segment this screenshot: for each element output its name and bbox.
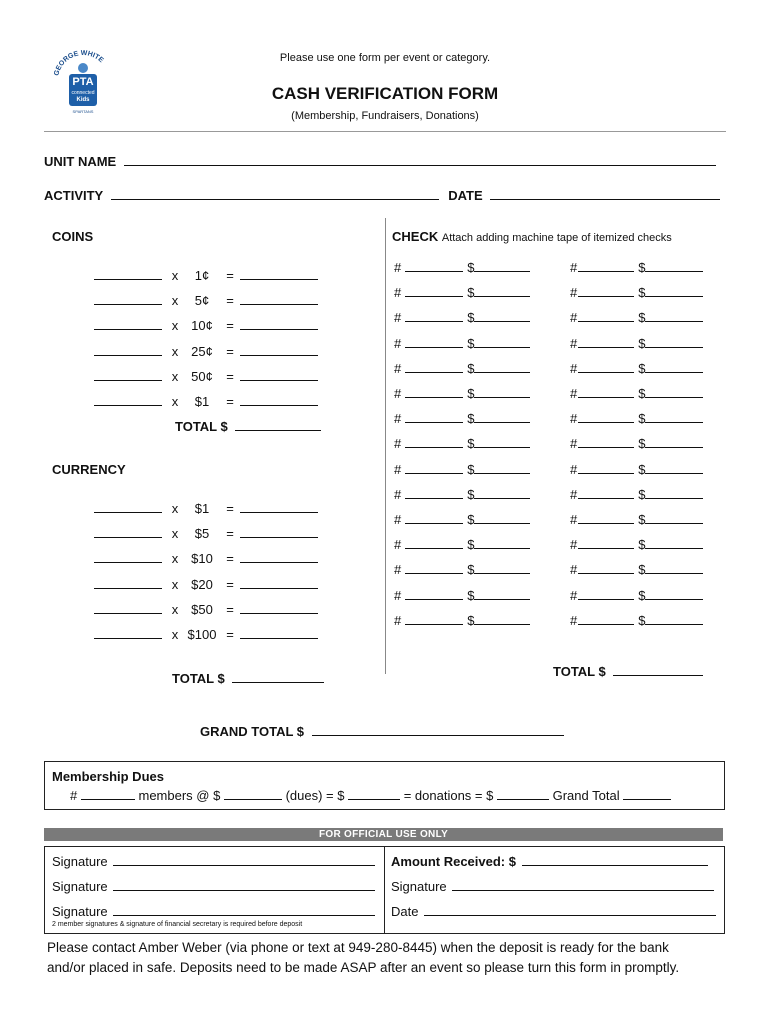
- grand-total-field[interactable]: [312, 723, 564, 736]
- check-amount-field[interactable]: [474, 461, 530, 474]
- check-entry-row: [394, 561, 530, 577]
- svg-text:Kids: Kids: [76, 97, 90, 103]
- check-entry-row: [570, 461, 703, 477]
- equals-sign: =: [226, 526, 234, 542]
- check-amount-field[interactable]: [474, 511, 530, 524]
- check-number-field[interactable]: [405, 511, 463, 524]
- check-hash: #: [394, 310, 402, 326]
- currency-row: [94, 500, 318, 516]
- dues-total-field[interactable]: [348, 787, 400, 800]
- check-dollar: $: [638, 436, 646, 452]
- check-dollar: $: [638, 386, 646, 401]
- denomination: $5: [194, 526, 210, 542]
- denomination: $1: [194, 501, 210, 516]
- check-entry-row: [570, 561, 703, 577]
- denomination: $10: [191, 551, 213, 567]
- coins-row: [94, 267, 318, 283]
- check-amount-field[interactable]: [645, 360, 703, 373]
- equals-sign: =: [226, 501, 234, 516]
- check-number-field[interactable]: [578, 486, 634, 499]
- signature-field-1[interactable]: [113, 853, 375, 866]
- unit-name-row: [44, 153, 716, 169]
- check-entry-row: [570, 435, 703, 451]
- check-dollar: $: [638, 360, 646, 376]
- check-amount-field[interactable]: [645, 385, 703, 398]
- form-subtitle: (Membership, Fundraisers, Donations): [291, 110, 479, 122]
- coins-amount-field[interactable]: [240, 292, 318, 305]
- check-amount-field[interactable]: [645, 284, 703, 297]
- times-sign: x: [171, 293, 179, 309]
- coins-count-field[interactable]: [94, 393, 162, 406]
- check-hash: #: [570, 285, 578, 301]
- check-number-field[interactable]: [578, 536, 634, 549]
- check-number-field[interactable]: [578, 561, 634, 574]
- coins-row: [94, 393, 318, 409]
- check-amount-field[interactable]: [645, 309, 703, 322]
- currency-amount-field[interactable]: [240, 550, 318, 563]
- donations-label: = donations = $: [403, 788, 494, 803]
- official-signature-field[interactable]: [452, 878, 714, 891]
- check-entry-row: [394, 360, 530, 376]
- check-dollar: $: [467, 310, 475, 326]
- check-entry-row: [570, 259, 703, 275]
- check-entry-row: [570, 536, 703, 552]
- check-total-label: TOTAL $: [553, 664, 606, 679]
- check-number-field[interactable]: [578, 511, 634, 524]
- coins-row: [94, 368, 318, 384]
- svg-text:GEORGE WHITE: GEORGE WHITE: [53, 50, 105, 77]
- check-dollar: $: [467, 386, 475, 401]
- check-hash: #: [394, 260, 402, 275]
- official-date-field[interactable]: [424, 903, 716, 916]
- official-use-bar: FOR OFFICIAL USE ONLY: [44, 828, 723, 841]
- footer-line-1: Please contact Amber Weber (via phone or text at 949-280-8445) when the deposit is ready for the bank: [47, 940, 669, 955]
- check-entry-row: [570, 587, 703, 603]
- footer-line-2: and/or placed in safe. Deposits need to be made ASAP after an event so please turn this form in promptly.: [47, 960, 680, 975]
- check-dollar: $: [638, 486, 646, 502]
- check-dollar: $: [467, 360, 475, 376]
- check-hash: #: [394, 537, 402, 553]
- signature-requirement-note: 2 member signatures & signature of financial secretary is required before deposit: [52, 921, 303, 928]
- check-entry-row: [394, 536, 530, 552]
- check-amount-field[interactable]: [645, 410, 703, 423]
- check-amount-field[interactable]: [645, 511, 703, 524]
- check-entry-row: [394, 410, 530, 426]
- currency-amount-field[interactable]: [240, 576, 318, 589]
- footer-note: [47, 938, 727, 978]
- coins-total-label: TOTAL $: [175, 419, 228, 434]
- check-amount-field[interactable]: [645, 259, 703, 272]
- check-hash: #: [570, 436, 578, 452]
- currency-amount-field[interactable]: [240, 626, 318, 639]
- check-amount-field[interactable]: [474, 435, 530, 448]
- equals-sign: =: [226, 368, 234, 384]
- check-amount-field[interactable]: [645, 536, 703, 549]
- check-hash: #: [570, 512, 578, 527]
- check-dollar: $: [638, 562, 646, 578]
- svg-text:connected: connected: [71, 90, 95, 96]
- check-hash: #: [570, 360, 578, 376]
- unit-name-label: UNIT NAME: [44, 154, 117, 169]
- check-hash: #: [394, 285, 402, 301]
- denomination: 5¢: [194, 293, 210, 309]
- check-number-field[interactable]: [578, 587, 634, 600]
- denomination: $20: [191, 576, 213, 592]
- coins-count-field[interactable]: [94, 343, 162, 356]
- date-label: Date: [391, 904, 419, 919]
- membership-hash: #: [70, 788, 78, 803]
- check-dollar: $: [467, 612, 475, 628]
- check-dollar: $: [467, 461, 475, 477]
- members-label: members @ $: [138, 788, 221, 803]
- check-entry-row: [394, 284, 530, 300]
- currency-count-field[interactable]: [94, 550, 162, 563]
- check-entry-row: [394, 309, 530, 325]
- currency-count-field[interactable]: [94, 576, 162, 589]
- check-dollar: $: [467, 587, 475, 603]
- check-amount-field[interactable]: [474, 587, 530, 600]
- check-number-field[interactable]: [578, 360, 634, 373]
- check-dollar: $: [467, 562, 475, 578]
- check-number-field[interactable]: [405, 385, 463, 398]
- currency-row: [94, 550, 318, 566]
- check-dollar: $: [638, 512, 646, 527]
- currency-amount-field[interactable]: [240, 601, 318, 614]
- signature-divider: [384, 846, 385, 934]
- check-amount-field[interactable]: [645, 461, 703, 474]
- check-amount-field[interactable]: [474, 360, 530, 373]
- check-amount-field[interactable]: [474, 284, 530, 297]
- form-title: CASH VERIFICATION FORM: [271, 84, 499, 103]
- currency-count-field[interactable]: [94, 626, 162, 639]
- check-number-field[interactable]: [405, 335, 463, 348]
- check-number-field[interactable]: [405, 284, 463, 297]
- membership-heading: Membership Dues: [52, 769, 164, 784]
- official-signature-row: [391, 878, 714, 894]
- check-hash: #: [570, 260, 578, 275]
- check-amount-field[interactable]: [474, 410, 530, 423]
- denomination: $50: [191, 601, 213, 617]
- currency-amount-field[interactable]: [240, 525, 318, 538]
- denomination: 10¢: [191, 318, 213, 334]
- equals-sign: =: [226, 343, 234, 359]
- check-hash: #: [394, 587, 402, 603]
- currency-row: [94, 601, 318, 617]
- equals-sign: =: [226, 551, 234, 567]
- unit-name-field[interactable]: [124, 153, 716, 166]
- check-amount-field[interactable]: [645, 486, 703, 499]
- times-sign: x: [171, 268, 179, 283]
- equals-sign: =: [226, 318, 234, 334]
- signature-row-2: [52, 878, 375, 894]
- membership-grand-label: Grand Total: [552, 788, 620, 803]
- coins-amount-field[interactable]: [240, 368, 318, 381]
- check-number-field[interactable]: [405, 486, 463, 499]
- check-number-field[interactable]: [578, 461, 634, 474]
- check-entry-row: [570, 612, 703, 628]
- coins-total-row: [175, 418, 321, 434]
- check-hash: #: [394, 562, 402, 578]
- signature-field-3[interactable]: [113, 903, 375, 916]
- signature-row-1: [52, 853, 375, 869]
- denomination: $100: [187, 627, 217, 642]
- currency-row: [94, 626, 318, 642]
- check-dollar: $: [638, 537, 646, 553]
- check-dollar: $: [638, 310, 646, 326]
- check-dollar: $: [467, 436, 475, 452]
- svg-text:PTA: PTA: [72, 76, 94, 88]
- coins-count-field[interactable]: [94, 368, 162, 381]
- equals-sign: =: [226, 394, 234, 409]
- donations-field[interactable]: [497, 787, 549, 800]
- coins-row: [94, 317, 318, 333]
- activity-field[interactable]: [111, 187, 439, 200]
- check-hash: #: [570, 486, 578, 502]
- check-number-field[interactable]: [405, 612, 463, 625]
- check-number-field[interactable]: [578, 335, 634, 348]
- coins-amount-field[interactable]: [240, 343, 318, 356]
- denomination: 50¢: [191, 368, 213, 384]
- amount-received-row: [391, 853, 708, 869]
- coins-amount-field[interactable]: [240, 317, 318, 330]
- membership-grand-field[interactable]: [623, 787, 671, 800]
- check-dollar: $: [638, 612, 646, 628]
- check-entry-row: [394, 486, 530, 502]
- check-hash: #: [394, 486, 402, 502]
- check-entry-row: [570, 410, 703, 426]
- signature-label: Signature: [391, 879, 447, 894]
- check-number-field[interactable]: [405, 435, 463, 448]
- check-total-row: [553, 663, 703, 679]
- check-dollar: $: [467, 512, 475, 527]
- check-number-field[interactable]: [578, 435, 634, 448]
- check-hash: #: [570, 537, 578, 553]
- signature-label: Signature: [52, 854, 108, 869]
- times-sign: x: [171, 318, 179, 334]
- coins-count-field[interactable]: [94, 292, 162, 305]
- grand-total-row: [200, 723, 564, 739]
- check-hash: #: [394, 512, 402, 527]
- check-entry-row: [570, 385, 703, 401]
- membership-dues-row: [70, 787, 671, 803]
- check-hash: #: [570, 335, 578, 351]
- check-dollar: $: [467, 411, 475, 427]
- coins-amount-field[interactable]: [240, 393, 318, 406]
- activity-row: [44, 187, 720, 203]
- official-date-row: [391, 903, 716, 919]
- check-entry-row: [570, 511, 703, 527]
- coins-count-field[interactable]: [94, 317, 162, 330]
- coins-row: [94, 292, 318, 308]
- amount-received-label: Amount Received: $: [391, 854, 516, 869]
- signature-field-2[interactable]: [113, 878, 375, 891]
- check-hash: #: [570, 587, 578, 603]
- coins-amount-field[interactable]: [240, 267, 318, 280]
- check-total-field[interactable]: [613, 663, 703, 676]
- check-dollar: $: [638, 461, 646, 477]
- check-heading: CHECK: [392, 229, 439, 244]
- coins-heading: COINS: [52, 229, 94, 244]
- times-sign: x: [171, 601, 179, 617]
- denomination: 25¢: [191, 343, 213, 359]
- signature-label: Signature: [52, 879, 108, 894]
- currency-amount-field[interactable]: [240, 500, 318, 513]
- check-number-field[interactable]: [405, 360, 463, 373]
- check-entry-row: [394, 511, 530, 527]
- check-amount-field[interactable]: [474, 536, 530, 549]
- check-dollar: $: [638, 285, 646, 301]
- check-entry-row: [394, 587, 530, 603]
- currency-row: [94, 525, 318, 541]
- denomination: 1¢: [194, 268, 210, 283]
- check-dollar: $: [467, 335, 475, 351]
- check-hash: #: [570, 562, 578, 578]
- check-entry-row: [394, 385, 530, 401]
- times-sign: x: [171, 576, 179, 592]
- check-hash: #: [394, 411, 402, 427]
- check-dollar: $: [467, 486, 475, 502]
- check-number-field[interactable]: [405, 259, 463, 272]
- check-amount-field[interactable]: [474, 385, 530, 398]
- check-number-field[interactable]: [405, 461, 463, 474]
- check-hash: #: [570, 310, 578, 326]
- equals-sign: =: [226, 576, 234, 592]
- check-dollar: $: [467, 260, 475, 275]
- date-label: DATE: [448, 188, 483, 203]
- times-sign: x: [171, 501, 179, 516]
- check-entry-row: [570, 335, 703, 351]
- check-hash: #: [394, 461, 402, 477]
- dues-label: (dues) = $: [285, 788, 345, 803]
- coins-count-field[interactable]: [94, 267, 162, 280]
- check-hash: #: [570, 386, 578, 401]
- check-number-field[interactable]: [578, 284, 634, 297]
- date-field[interactable]: [490, 187, 720, 200]
- check-entry-row: [394, 335, 530, 351]
- check-amount-field[interactable]: [645, 435, 703, 448]
- currency-total-label: TOTAL $: [172, 671, 225, 686]
- check-number-field[interactable]: [405, 410, 463, 423]
- signature-row-3: [52, 903, 375, 919]
- check-amount-field[interactable]: [474, 309, 530, 322]
- equals-sign: =: [226, 627, 234, 642]
- check-amount-field[interactable]: [645, 612, 703, 625]
- amount-received-field[interactable]: [522, 853, 708, 866]
- grand-total-label: GRAND TOTAL $: [200, 724, 305, 739]
- currency-total-row: [172, 670, 324, 686]
- check-entry-row: [394, 259, 530, 275]
- svg-text:SPARTANS: SPARTANS: [72, 109, 94, 114]
- check-amount-field[interactable]: [645, 587, 703, 600]
- check-number-field[interactable]: [578, 385, 634, 398]
- check-number-field[interactable]: [405, 309, 463, 322]
- coins-total-field[interactable]: [235, 418, 321, 431]
- check-hash: #: [570, 612, 578, 628]
- currency-count-field[interactable]: [94, 601, 162, 614]
- activity-label: ACTIVITY: [44, 188, 103, 203]
- check-hash: #: [570, 461, 578, 477]
- check-dollar: $: [467, 537, 475, 553]
- equals-sign: =: [226, 293, 234, 309]
- check-entry-row: [570, 486, 703, 502]
- coins-row: [94, 343, 318, 359]
- signature-label: Signature: [52, 904, 108, 919]
- check-dollar: $: [638, 260, 646, 275]
- currency-total-field[interactable]: [232, 670, 324, 683]
- equals-sign: =: [226, 601, 234, 617]
- check-amount-field[interactable]: [474, 612, 530, 625]
- times-sign: x: [171, 526, 179, 542]
- check-hash: #: [394, 360, 402, 376]
- equals-sign: =: [226, 268, 234, 283]
- times-sign: x: [171, 394, 179, 409]
- check-dollar: $: [467, 285, 475, 301]
- column-divider: [385, 218, 386, 674]
- currency-count-field[interactable]: [94, 525, 162, 538]
- times-sign: x: [171, 343, 179, 359]
- check-number-field[interactable]: [405, 587, 463, 600]
- check-amount-field[interactable]: [645, 335, 703, 348]
- check-number-field[interactable]: [578, 410, 634, 423]
- check-dollar: $: [638, 411, 646, 427]
- check-number-field[interactable]: [578, 309, 634, 322]
- check-entry-row: [570, 360, 703, 376]
- members-count-field[interactable]: [81, 787, 135, 800]
- currency-row: [94, 576, 318, 592]
- check-hash: #: [394, 436, 402, 452]
- currency-heading: CURRENCY: [52, 462, 126, 477]
- check-entry-row: [394, 612, 530, 628]
- check-entry-row: [570, 309, 703, 325]
- currency-count-field[interactable]: [94, 500, 162, 513]
- check-amount-field[interactable]: [474, 486, 530, 499]
- check-number-field[interactable]: [578, 612, 634, 625]
- check-dollar: $: [638, 335, 646, 351]
- check-note: Attach adding machine tape of itemized checks: [441, 232, 672, 244]
- check-entry-row: [394, 435, 530, 451]
- times-sign: x: [171, 551, 179, 567]
- check-dollar: $: [638, 587, 646, 603]
- check-number-field[interactable]: [405, 561, 463, 574]
- check-hash: #: [570, 411, 578, 427]
- denomination: $1: [194, 394, 210, 409]
- form-instruction: Please use one form per event or category.: [279, 52, 491, 64]
- check-number-field[interactable]: [405, 536, 463, 549]
- check-heading-row: [392, 229, 672, 244]
- check-number-field[interactable]: [578, 259, 634, 272]
- check-hash: #: [394, 612, 402, 628]
- dues-amount-field[interactable]: [224, 787, 282, 800]
- check-entry-row: [570, 284, 703, 300]
- check-entry-row: [394, 461, 530, 477]
- check-amount-field[interactable]: [474, 335, 530, 348]
- header-divider: [44, 131, 726, 132]
- check-amount-field[interactable]: [474, 259, 530, 272]
- check-amount-field[interactable]: [474, 561, 530, 574]
- times-sign: x: [171, 627, 179, 642]
- check-hash: #: [394, 386, 402, 401]
- check-hash: #: [394, 335, 402, 351]
- times-sign: x: [171, 368, 179, 384]
- check-amount-field[interactable]: [645, 561, 703, 574]
